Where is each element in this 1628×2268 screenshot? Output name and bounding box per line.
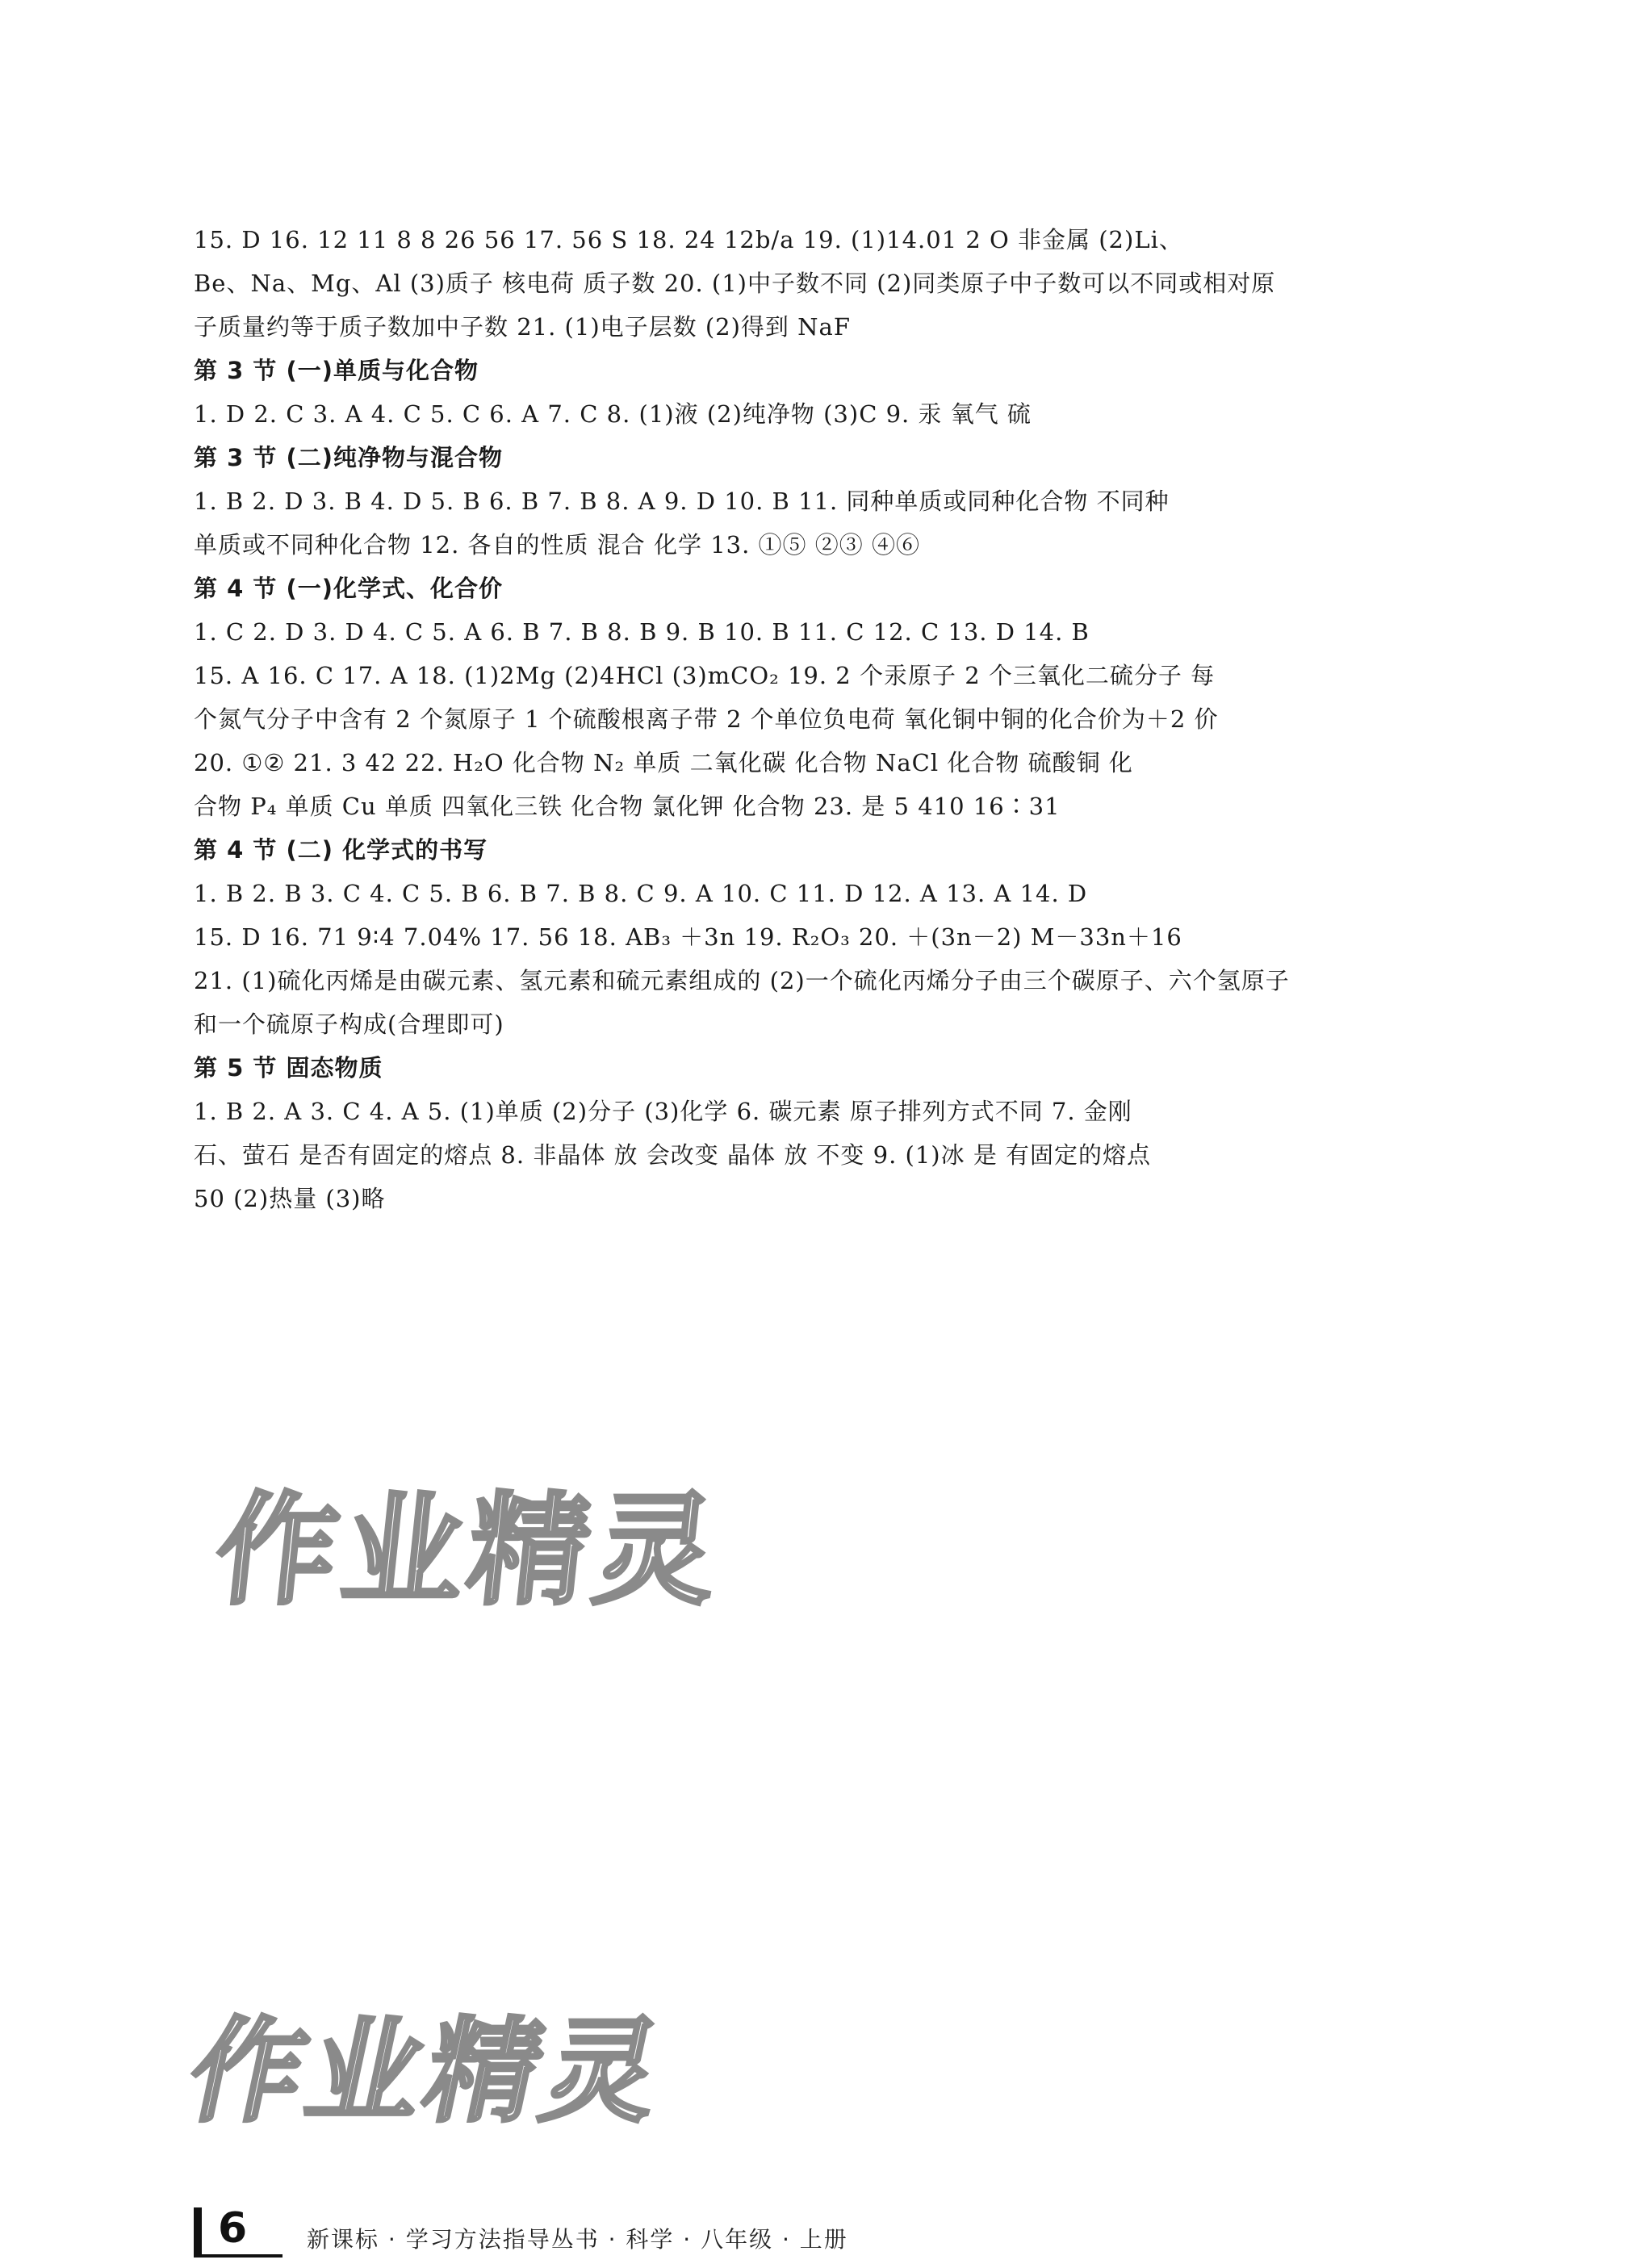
answer-line: 个氮气分子中含有 2 个氮原子 1 个硫酸根离子带 2 个单位负电荷 氧化铜中铜的化合价为＋2 价 <box>194 705 1219 733</box>
answer-line: 15. D 16. 71 9∶4 7.04% 17. 56 18. AB₃ ＋3n 19. R₂O₃ 20. ＋(3n－2) M－33n＋16 <box>194 923 1182 951</box>
section-heading: 第 4 节 (二) 化学式的书写 <box>194 836 488 864</box>
watermark-text: 作业精灵 <box>209 1481 728 1621</box>
answer-line: 1. B 2. A 3. C 4. A 5. (1)单质 (2)分子 (3)化学 6. 碳元素 原子排列方式不同 7. 金刚 <box>194 1098 1132 1125</box>
section-heading: 第 4 节 (一)化学式、化合价 <box>194 575 503 602</box>
answer-line: 合物 P₄ 单质 Cu 单质 四氧化三铁 化合物 氯化钾 化合物 23. 是 5 410 16∶31 <box>194 793 1061 820</box>
answer-line: Be、Na、Mg、Al (3)质子 核电荷 质子数 20. (1)中子数不同 (2)同类原子中子数可以不同或相对原 <box>194 270 1276 297</box>
answer-line: 1. C 2. D 3. D 4. C 5. A 6. B 7. B 8. B 9. B 10. B 11. C 12. C 13. D 14. B <box>194 618 1090 646</box>
watermark-text: 作业精灵 <box>178 2006 677 2138</box>
answer-line: 和一个硫原子构成(合理即可) <box>194 1011 504 1038</box>
answer-line: 21. (1)硫化丙烯是由碳元素、氢元素和硫元素组成的 (2)一个硫化丙烯分子由三个碳原子、六个氢原子 <box>194 967 1290 994</box>
section-heading: 第 3 节 (二)纯净物与混合物 <box>194 444 503 471</box>
section-heading: 第 3 节 (一)单质与化合物 <box>194 357 479 384</box>
footer-bar-decoration <box>194 2207 202 2254</box>
page-number: 6 <box>218 2204 248 2253</box>
footer-underline <box>194 2254 282 2258</box>
section-heading: 第 5 节 固态物质 <box>194 1054 383 1082</box>
answer-line: 20. ①② 21. 3 42 22. H₂O 化合物 N₂ 单质 二氧化碳 化合物 NaCl 化合物 硫酸铜 化 <box>194 749 1133 776</box>
answer-line: 15. A 16. C 17. A 18. (1)2Mg (2)4HCl (3)mCO₂ 19. 2 个汞原子 2 个三氧化二硫分子 每 <box>194 662 1216 689</box>
answer-line: 子质量约等于质子数加中子数 21. (1)电子层数 (2)得到 NaF <box>194 313 851 341</box>
answer-line: 单质或不同种化合物 12. 各自的性质 混合 化学 13. ①⑤ ②③ ④⑥ <box>194 531 920 559</box>
book-title: 新课标 · 学习方法指导丛书 · 科学 · 八年级 · 上册 <box>307 2226 848 2253</box>
answer-key-content <box>194 218 1429 1220</box>
answer-line: 1. D 2. C 3. A 4. C 5. C 6. A 7. C 8. (1)液 (2)纯净物 (3)C 9. 汞 氧气 硫 <box>194 400 1032 428</box>
answer-line: 石、萤石 是否有固定的熔点 8. 非晶体 放 会改变 晶体 放 不变 9. (1)冰 是 有固定的熔点 <box>194 1141 1152 1169</box>
answer-line: 15. D 16. 12 11 8 8 26 56 17. 56 S 18. 24 12b/a 19. (1)14.01 2 O 非金属 (2)Li、 <box>194 226 1183 253</box>
answer-line: 1. B 2. B 3. C 4. C 5. B 6. B 7. B 8. C 9. A 10. C 11. D 12. A 13. A 14. D <box>194 880 1088 907</box>
answer-line: 50 (2)热量 (3)略 <box>194 1185 386 1212</box>
answer-line: 1. B 2. D 3. B 4. D 5. B 6. B 7. B 8. A 9. D 10. B 11. 同种单质或同种化合物 不同种 <box>194 487 1170 515</box>
